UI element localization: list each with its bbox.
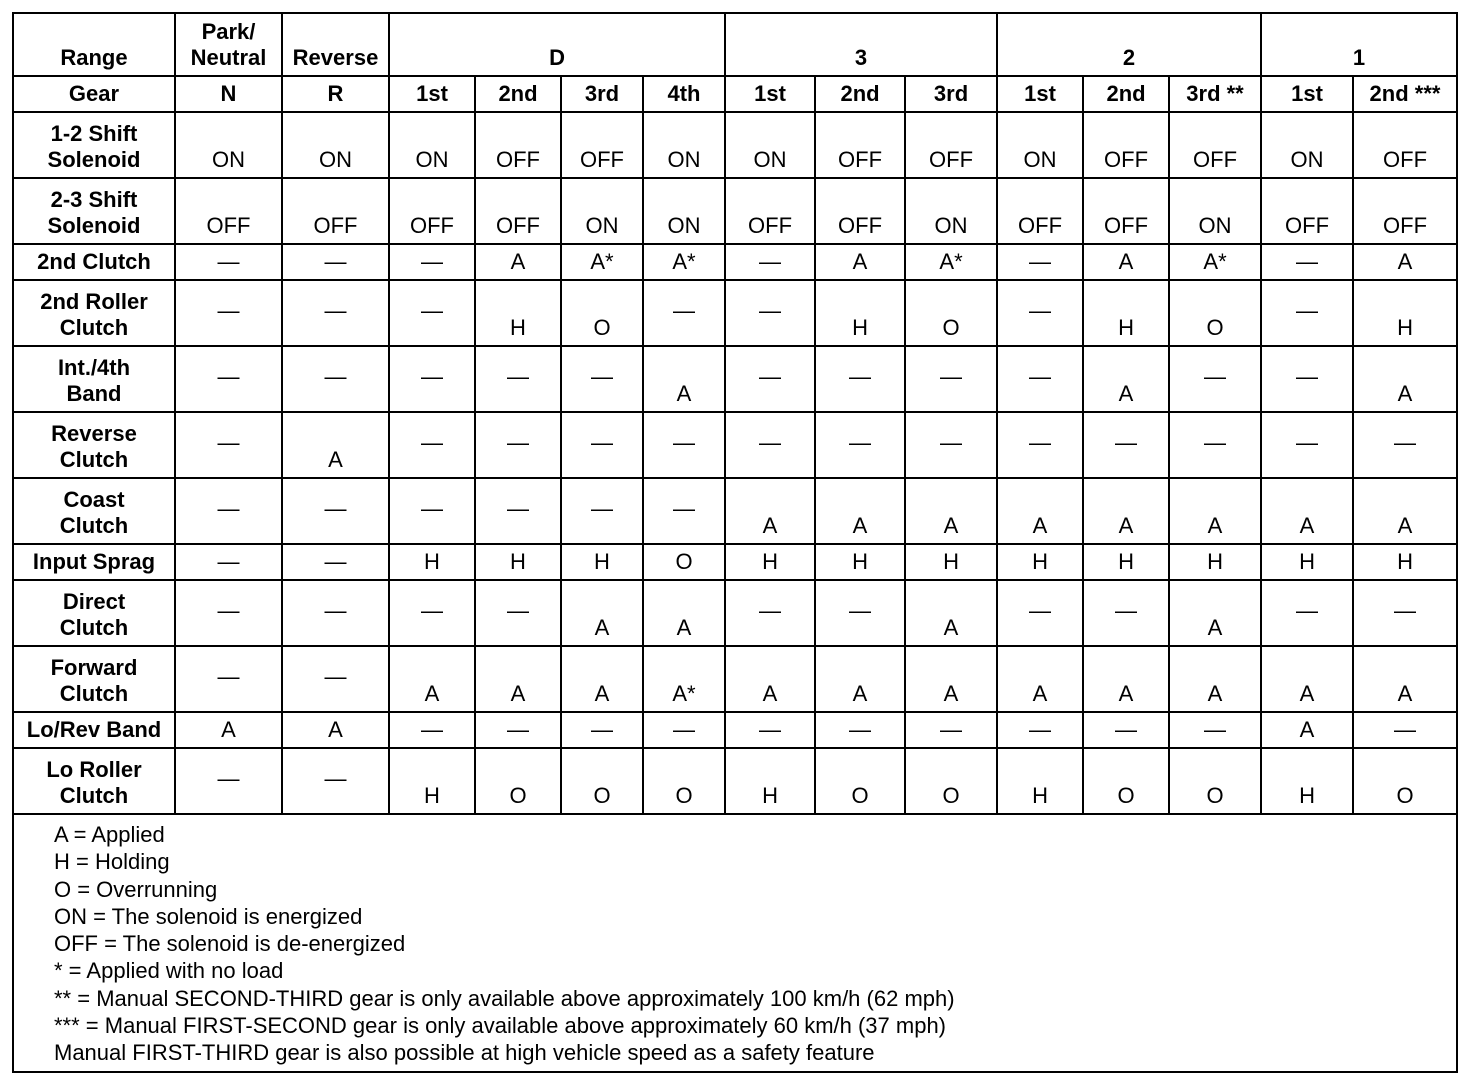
component-label [13, 748, 175, 814]
state-cell: ON [175, 112, 282, 178]
component-label [13, 646, 175, 712]
state-cell: A [643, 580, 725, 646]
state-cell: — [997, 580, 1083, 646]
component-row [13, 178, 1457, 244]
component-label-text: 1-2 Shift Solenoid [47, 121, 141, 172]
state-cell: A [997, 646, 1083, 712]
state-cell: A* [561, 244, 643, 280]
state-cell: OFF [815, 112, 905, 178]
gear-cell: 4th [643, 76, 725, 112]
state-cell: — [561, 478, 643, 544]
state-cell: ON [997, 112, 1083, 178]
state-cell: — [389, 712, 475, 748]
state-cell: — [725, 280, 815, 346]
state-cell: A* [905, 244, 997, 280]
state-cell: ON [905, 178, 997, 244]
gear-cell: 2nd *** [1353, 76, 1457, 112]
component-row [13, 244, 1457, 280]
component-label-text: Forward Clutch [50, 655, 138, 706]
component-row [13, 712, 1457, 748]
state-cell: OFF [389, 178, 475, 244]
range-header-row [13, 13, 1457, 76]
range-1-header: 1 [1261, 13, 1457, 76]
state-cell: A [475, 646, 561, 712]
legend-item: A = Applied [54, 822, 165, 847]
state-cell: A [175, 712, 282, 748]
state-cell: OFF [1353, 112, 1457, 178]
state-cell: A [1353, 346, 1457, 412]
component-row [13, 646, 1457, 712]
gear-label: Gear [13, 76, 175, 112]
state-cell: — [389, 412, 475, 478]
state-cell: — [175, 280, 282, 346]
state-cell: — [643, 712, 725, 748]
component-label-text: Direct Clutch [59, 589, 129, 640]
state-cell: — [1261, 580, 1353, 646]
component-row [13, 544, 1457, 580]
state-cell: H [1261, 748, 1353, 814]
state-cell: OFF [175, 178, 282, 244]
state-cell: H [561, 544, 643, 580]
state-cell: OFF [815, 178, 905, 244]
state-cell: ON [643, 178, 725, 244]
gear-cell: R [282, 76, 389, 112]
state-cell: A [282, 712, 389, 748]
state-cell: OFF [1353, 178, 1457, 244]
state-cell: A* [643, 646, 725, 712]
state-cell: ON [1261, 112, 1353, 178]
state-cell: — [1353, 712, 1457, 748]
state-cell: A [1353, 244, 1457, 280]
state-cell: — [282, 580, 389, 646]
state-cell: A [561, 646, 643, 712]
legend-item: H = Holding [54, 849, 170, 875]
state-cell: ON [561, 178, 643, 244]
state-cell: — [1353, 580, 1457, 646]
gear-cell: N [175, 76, 282, 112]
table-body [13, 13, 1457, 1072]
component-label [13, 346, 175, 412]
legend-item: ** = Manual SECOND-THIRD gear is only available above approximately 100 km/h (62 mph) [54, 985, 955, 1011]
state-cell: ON [643, 112, 725, 178]
state-cell: — [815, 712, 905, 748]
state-cell: — [175, 346, 282, 412]
gear-cell: 3rd [561, 76, 643, 112]
state-cell: — [561, 412, 643, 478]
state-cell: H [997, 748, 1083, 814]
component-label-text: Lo Roller Clutch [46, 757, 142, 808]
state-cell: — [282, 346, 389, 412]
state-cell: — [725, 580, 815, 646]
state-cell: — [1083, 712, 1169, 748]
state-cell: — [905, 346, 997, 412]
legend-item: *** = Manual FIRST-SECOND gear is only available above approximately 60 km/h (37 mph) [54, 1013, 947, 1039]
state-cell: ON [389, 112, 475, 178]
state-cell: A [282, 412, 389, 478]
state-cell: — [175, 748, 282, 814]
state-cell: H [389, 748, 475, 814]
state-cell: — [643, 412, 725, 478]
state-cell: — [1353, 412, 1457, 478]
gear-cell: 1st [997, 76, 1083, 112]
state-cell: — [282, 478, 389, 544]
state-cell: OFF [1261, 178, 1353, 244]
state-cell: O [1083, 748, 1169, 814]
state-cell: — [815, 580, 905, 646]
state-cell: H [905, 544, 997, 580]
state-cell: O [815, 748, 905, 814]
component-label-text: 2-3 Shift Solenoid [47, 187, 141, 238]
component-label [13, 712, 175, 748]
state-cell: — [475, 580, 561, 646]
state-cell: A [1353, 478, 1457, 544]
component-row [13, 478, 1457, 544]
state-cell: A [1169, 478, 1261, 544]
gear-cell: 3rd [905, 76, 997, 112]
state-cell: — [643, 478, 725, 544]
park-neutral-text: Park/ Neutral [190, 19, 267, 70]
range-d-header: D [389, 13, 725, 76]
state-cell: OFF [1083, 112, 1169, 178]
state-cell: — [175, 544, 282, 580]
state-cell: A* [1169, 244, 1261, 280]
state-cell: — [905, 412, 997, 478]
legend-item: OFF = The solenoid is de-energized [54, 931, 406, 957]
state-cell: OFF [997, 178, 1083, 244]
state-cell: — [725, 712, 815, 748]
state-cell: — [389, 280, 475, 346]
state-cell: — [1261, 412, 1353, 478]
state-cell: H [1353, 280, 1457, 346]
state-cell: — [997, 244, 1083, 280]
state-cell: — [997, 346, 1083, 412]
state-cell: A [815, 646, 905, 712]
state-cell: H [725, 544, 815, 580]
component-row [13, 280, 1457, 346]
state-cell: — [1083, 580, 1169, 646]
state-cell: O [1169, 280, 1261, 346]
state-cell: A [1261, 478, 1353, 544]
state-cell: — [1169, 412, 1261, 478]
component-row [13, 748, 1457, 814]
gear-row [13, 76, 1457, 112]
state-cell: H [1169, 544, 1261, 580]
state-cell: — [389, 478, 475, 544]
component-label-text: 2nd Roller Clutch [40, 289, 148, 340]
state-cell: — [997, 712, 1083, 748]
state-cell: A [905, 646, 997, 712]
state-cell: — [475, 478, 561, 544]
state-cell: — [725, 412, 815, 478]
gear-cell: 2nd [1083, 76, 1169, 112]
state-cell: H [1083, 544, 1169, 580]
state-cell: OFF [1083, 178, 1169, 244]
state-cell: — [1261, 346, 1353, 412]
state-cell: O [561, 748, 643, 814]
component-label [13, 178, 175, 244]
component-label-text: Int./4th Band [57, 355, 131, 406]
state-cell: — [475, 346, 561, 412]
state-cell: A [389, 646, 475, 712]
gear-cell: 2nd [475, 76, 561, 112]
state-cell: A [1169, 580, 1261, 646]
state-cell: A [1083, 646, 1169, 712]
state-cell: — [389, 580, 475, 646]
state-cell: OFF [475, 178, 561, 244]
state-cell: — [561, 712, 643, 748]
component-label-text: Input Sprag [32, 549, 156, 574]
state-cell: O [643, 544, 725, 580]
component-row [13, 112, 1457, 178]
state-cell: — [175, 412, 282, 478]
gear-cell: 2nd [815, 76, 905, 112]
state-cell: H [1261, 544, 1353, 580]
component-label [13, 580, 175, 646]
legend-item: Manual FIRST-THIRD gear is also possible at high vehicle speed as a safety feature [54, 1040, 875, 1066]
state-cell: — [1169, 712, 1261, 748]
shift-chart [12, 12, 1458, 1077]
state-cell: — [389, 346, 475, 412]
state-cell: H [815, 280, 905, 346]
component-row [13, 580, 1457, 646]
component-label [13, 478, 175, 544]
state-cell: A [997, 478, 1083, 544]
state-cell: — [997, 412, 1083, 478]
component-row [13, 346, 1457, 412]
legend-item: ON = The solenoid is energized [54, 903, 363, 929]
state-cell: H [389, 544, 475, 580]
state-cell: — [282, 244, 389, 280]
state-cell: ON [1169, 178, 1261, 244]
state-cell: O [1353, 748, 1457, 814]
state-cell: A [643, 346, 725, 412]
state-cell: A [1083, 244, 1169, 280]
state-cell: H [1083, 280, 1169, 346]
state-cell: — [282, 280, 389, 346]
state-cell: — [905, 712, 997, 748]
state-cell: H [1353, 544, 1457, 580]
state-cell: A [1083, 478, 1169, 544]
state-cell: — [997, 280, 1083, 346]
state-cell: — [389, 244, 475, 280]
state-cell: — [643, 280, 725, 346]
state-cell: O [643, 748, 725, 814]
component-label [13, 244, 175, 280]
component-row [13, 412, 1457, 478]
state-cell: OFF [1169, 112, 1261, 178]
state-cell: O [475, 748, 561, 814]
state-cell: H [475, 280, 561, 346]
state-cell: A [1169, 646, 1261, 712]
component-label [13, 412, 175, 478]
state-cell: A [561, 580, 643, 646]
clutch-application-table [12, 12, 1458, 1073]
state-cell: O [905, 280, 997, 346]
state-cell: — [561, 346, 643, 412]
state-cell: A [1261, 646, 1353, 712]
state-cell: O [561, 280, 643, 346]
state-cell: — [282, 748, 389, 814]
state-cell: OFF [282, 178, 389, 244]
state-cell: OFF [475, 112, 561, 178]
state-cell: H [815, 544, 905, 580]
legend [13, 814, 1457, 1072]
range-3-header: 3 [725, 13, 997, 76]
gear-cell: 1st [725, 76, 815, 112]
reverse-header: Reverse [282, 13, 389, 76]
state-cell: OFF [561, 112, 643, 178]
state-cell: H [725, 748, 815, 814]
state-cell: — [815, 412, 905, 478]
gear-cell: 3rd ** [1169, 76, 1261, 112]
state-cell: — [725, 346, 815, 412]
state-cell: — [175, 646, 282, 712]
state-cell: A* [643, 244, 725, 280]
legend-row [13, 814, 1457, 1072]
state-cell: O [905, 748, 997, 814]
component-label-text: Lo/Rev Band [26, 717, 162, 742]
state-cell: — [725, 244, 815, 280]
state-cell: H [475, 544, 561, 580]
component-label-text: Reverse Clutch [51, 421, 137, 472]
component-label [13, 280, 175, 346]
state-cell: H [997, 544, 1083, 580]
state-cell: — [475, 412, 561, 478]
state-cell: — [815, 346, 905, 412]
state-cell: — [1083, 412, 1169, 478]
state-cell: — [175, 244, 282, 280]
state-cell: ON [725, 112, 815, 178]
legend-item: * = Applied with no load [54, 958, 284, 984]
state-cell: OFF [725, 178, 815, 244]
state-cell: A [725, 646, 815, 712]
legend-item: O = Overrunning [54, 876, 218, 902]
state-cell: A [1353, 646, 1457, 712]
state-cell: A [905, 580, 997, 646]
component-label [13, 112, 175, 178]
state-cell: — [282, 544, 389, 580]
range-2-header: 2 [997, 13, 1261, 76]
state-cell: A [905, 478, 997, 544]
state-cell: — [1169, 346, 1261, 412]
component-label-text: Coast Clutch [59, 487, 129, 538]
state-cell: — [1261, 280, 1353, 346]
state-cell: A [815, 244, 905, 280]
state-cell: — [475, 712, 561, 748]
gear-cell: 1st [389, 76, 475, 112]
gear-cell: 1st [1261, 76, 1353, 112]
state-cell: A [475, 244, 561, 280]
state-cell: ON [282, 112, 389, 178]
state-cell: A [1261, 712, 1353, 748]
state-cell: A [725, 478, 815, 544]
state-cell: OFF [905, 112, 997, 178]
state-cell: — [175, 478, 282, 544]
component-label-text: 2nd Clutch [37, 249, 151, 274]
state-cell: — [282, 646, 389, 712]
component-label [13, 544, 175, 580]
range-label: Range [13, 13, 175, 76]
state-cell: O [1169, 748, 1261, 814]
state-cell: — [175, 580, 282, 646]
park-neutral-header [175, 13, 282, 76]
state-cell: A [1083, 346, 1169, 412]
state-cell: A [815, 478, 905, 544]
state-cell: — [1261, 244, 1353, 280]
